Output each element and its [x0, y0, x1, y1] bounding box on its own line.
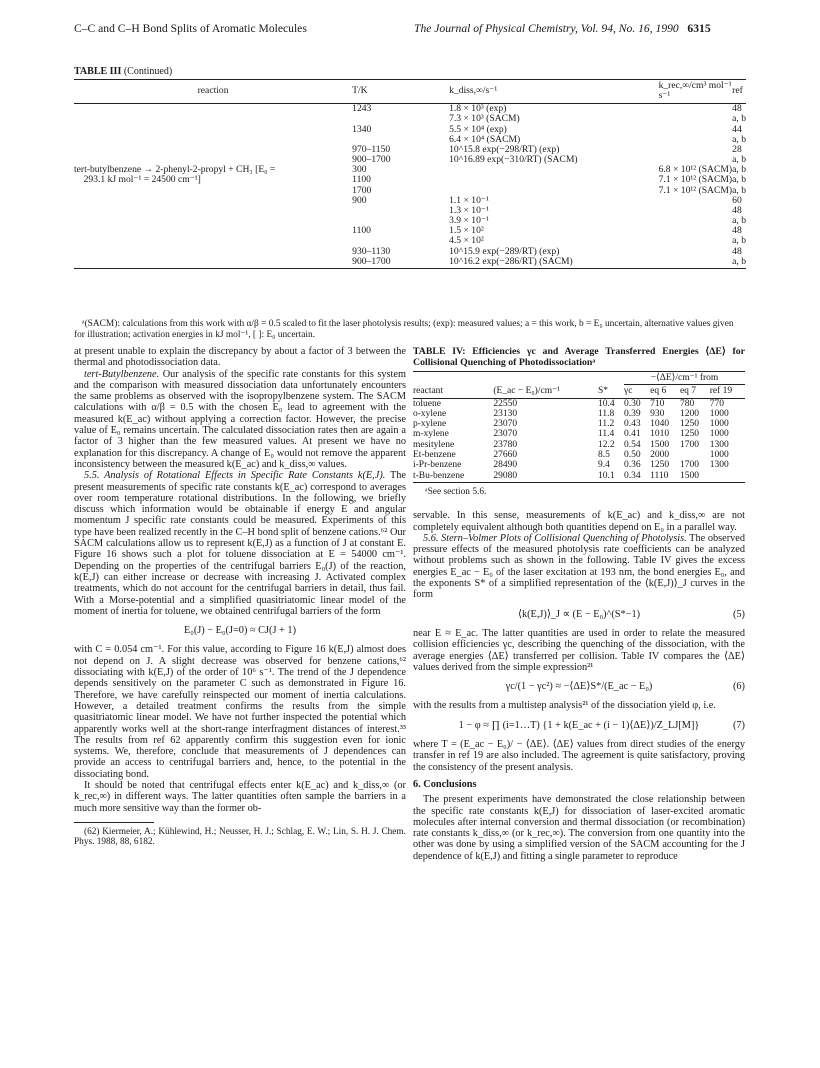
table-cell: 1100 [352, 174, 371, 186]
table-cell: 1010 [650, 429, 670, 440]
table4-group-header-row [413, 372, 745, 385]
table-cell: m-xylene [413, 429, 449, 440]
section-5-5 [74, 470, 406, 617]
table-cell: 7.3 × 10³ (SACM) [449, 113, 520, 125]
table-row [413, 398, 745, 409]
section-heading: 5.5. Analysis of Rotational Effects in Specific Rate Constants k(E,J). [84, 470, 386, 482]
table-cell [74, 206, 352, 216]
table-cell [680, 450, 710, 460]
table4-header-cell: γc [624, 385, 650, 398]
table-row [413, 460, 745, 470]
table-cell: 1000 [709, 429, 729, 440]
table-cell: 0.30 [624, 398, 641, 409]
table-cell: 1700 [679, 460, 699, 471]
table-cell: 23070 [493, 429, 518, 440]
table-cell: 6.8 × 10¹² (SACM) [658, 164, 733, 176]
table-cell: 1.1 × 10⁻¹ [449, 194, 489, 206]
table-cell [659, 145, 733, 155]
running-header-journal [414, 22, 711, 35]
table-cell: 0.54 [624, 439, 641, 450]
equation-text: ⟨k(E,J)⟩_J ∝ (E − E₀)^(S*−1) [517, 608, 641, 620]
table-cell: 9.4 [597, 460, 610, 471]
table-cell: t-Bu-benzene [413, 471, 493, 483]
table-cell: 23070 [493, 419, 518, 430]
table-cell [74, 196, 352, 206]
table-cell: 1500 [650, 439, 670, 450]
table3-header-cell: T/K [352, 80, 449, 104]
table-cell: 27660 [493, 450, 518, 461]
table-cell: 29080 [493, 471, 598, 483]
table-cell: 780 [679, 398, 695, 409]
table-cell: 22550 [493, 398, 518, 409]
table3-header-cell: k_diss,∞/s⁻¹ [449, 80, 658, 104]
table4 [413, 371, 745, 483]
table4-header-cell: ref 19 [710, 385, 745, 398]
table-cell: 8.5 [597, 450, 610, 461]
section-6-heading: 6. Conclusions [413, 778, 477, 790]
equation-text: γc/(1 − γc²) ≈ −⟨ΔE⟩S*/(E_ac − E₀) [505, 681, 653, 693]
table-cell [74, 236, 352, 246]
section-5-6 [413, 533, 745, 601]
table-cell: a, b [732, 255, 746, 267]
table-cell: 0.39 [624, 408, 641, 419]
table-cell: 1300 [709, 460, 729, 471]
table-cell: 10.1 [598, 471, 624, 483]
table-cell: 3.9 × 10⁻¹ [449, 215, 489, 227]
table4-group-header: −⟨ΔE⟩/cm⁻¹ from [624, 372, 745, 385]
table-row [74, 175, 746, 185]
table-cell: 48 [732, 204, 742, 216]
equation-number: (5) [732, 608, 745, 620]
table-cell: 0.50 [624, 450, 641, 461]
table-cell: 1250 [650, 460, 670, 471]
table-row [74, 226, 746, 236]
table-cell [74, 186, 352, 196]
table-row [413, 429, 745, 439]
table-cell [659, 125, 733, 135]
run-in-heading: tert-Butylbenzene. [84, 368, 160, 380]
table-cell: i-Pr-benzene [413, 460, 462, 471]
table-row [74, 216, 746, 226]
table-cell: 10^16.89 exp(−310/RT) (SACM) [449, 154, 578, 166]
table4-header-cell: eq 6 [650, 385, 680, 398]
table-cell: 900 [352, 194, 367, 206]
table-cell: 300 [352, 164, 367, 176]
table-row [74, 206, 746, 216]
section-heading: 5.6. Stern–Volmer Plots of Collisional Quenching of Photolysis. [423, 532, 687, 544]
table-cell: toluene [413, 398, 441, 409]
table-cell [74, 145, 352, 155]
table-row [74, 135, 746, 145]
table-cell: 1200 [679, 408, 699, 419]
table4-header-cell: (E_ac − E₀)/cm⁻¹ [493, 385, 598, 398]
table-cell [449, 165, 658, 175]
table4-header-cell: eq 7 [680, 385, 710, 398]
table-cell: 11.4 [597, 429, 615, 440]
table-cell: 1250 [679, 419, 699, 430]
table-cell: Et-benzene [413, 450, 456, 461]
table-cell: 900–1700 [352, 154, 391, 166]
table3-caption [74, 66, 172, 77]
table3-body [74, 104, 746, 269]
table-cell: 1.3 × 10⁻¹ [449, 204, 489, 216]
table-cell: 5.5 × 10⁴ (exp) [449, 123, 507, 135]
table-row [74, 104, 746, 115]
left-column [74, 346, 406, 848]
paragraph-tert-butylbenzene [74, 369, 406, 471]
paragraph: near E ≈ E_ac. The latter quantities are used in order to relate the measured collision efficiencies γc, describing the quenching of the dissociation, with the average energies ⟨ΔE⟩ transferred per collision. Table IV compares the ⟨ΔE⟩ values derived from the simple expression²¹ [413, 627, 745, 673]
right-column [413, 346, 745, 862]
table3 [74, 79, 746, 269]
paragraph: at present unable to explain the discrepancy by about a factor of 3 between the thermal and photodissociation data. [74, 346, 406, 369]
table-cell: 770 [709, 398, 724, 409]
table-cell [710, 471, 745, 483]
table-cell: p-xylene [413, 419, 447, 430]
table3-header-cell: reaction [74, 80, 352, 104]
table-cell [659, 216, 733, 226]
journal-citation: The Journal of Physical Chemistry, Vol. 94, No. 16, 1990 [414, 22, 679, 35]
table-cell: 48 [732, 103, 742, 115]
table-cell [74, 216, 352, 226]
paragraph: It should be noted that centrifugal effects enter k(E_ac) and k_diss,∞ (or k_rec,∞) in different ways. The latter quantities often sample the barriers in a much more sensitive way than the former ob- [74, 779, 406, 814]
table-cell: 6.4 × 10⁴ (SACM) [449, 133, 521, 145]
table-cell [449, 175, 658, 185]
table-cell: 1100 [352, 225, 371, 237]
table4-header-cell: reactant [413, 385, 493, 398]
table-cell: a, b [732, 113, 746, 125]
table-cell: 7.1 × 10¹² (SACM) [658, 184, 733, 196]
table-cell [659, 226, 733, 236]
table-row [74, 125, 746, 135]
table-cell: 930 [650, 408, 665, 419]
paragraph: The present experiments have demonstrated the close relationship between the specific rate constants k(E,J) for dissociation of laser-excited aromatic molecules after internal conversion and thermal dissociation (or recombination) rate constants k_diss,∞ (or k_rec,∞). The conversion from one quantity into the other was done by using a simplified version of the SACM accounting for the J dependence of k(E,J) and fitting a single parameter to reproduce [413, 794, 745, 862]
table-cell: 1.8 × 10³ (exp) [449, 103, 507, 115]
table-cell [659, 206, 733, 216]
equation-6 [413, 681, 745, 692]
table-cell: 28 [732, 143, 742, 155]
table4-header-row [413, 385, 745, 398]
table-cell: 293.1 kJ mol⁻¹ = 24500 cm⁻¹] [74, 174, 201, 186]
table-cell: 12.2 [597, 439, 615, 450]
table-row [74, 196, 746, 206]
equation-number: (7) [732, 719, 745, 731]
table-cell [352, 206, 449, 216]
equation-7 [413, 720, 745, 731]
table-cell: a, b [732, 235, 746, 247]
table4-body [413, 398, 745, 482]
table-cell: 0.43 [624, 419, 641, 430]
table-row [74, 236, 746, 246]
table-row [74, 186, 746, 196]
table3-footnote: ᵃ(SACM): calculations from this work with α/β = 0.5 scaled to fit the laser photolysis results; (exp): measured values; a = this work, b = E₀ uncertain, alternative values given for illustration; activation energies in kJ mol⁻¹, [ ]: E₀ uncertain. [74, 319, 734, 340]
table-row [413, 440, 745, 450]
table-cell: 1040 [650, 419, 670, 430]
table-cell: 4.5 × 10² [449, 235, 484, 247]
table-cell: 2000 [650, 450, 670, 461]
table-cell: 1000 [709, 450, 729, 461]
table-cell: 48 [732, 245, 742, 257]
table-cell: 900–1700 [352, 257, 449, 269]
table-cell: 1340 [352, 123, 372, 135]
table-cell: 0.34 [624, 471, 650, 483]
table-cell: 1110 [650, 471, 680, 483]
table-cell [659, 114, 733, 124]
table-cell [659, 135, 733, 145]
table-cell: a, b [732, 164, 746, 176]
paragraph-text: The present measurements of specific rate constants k(E_ac) correspond to averages over room temperature rotational distributions. In the following, we briefly discuss which information would be obtainable if energy E and angular momentum J specific rate constants could be measured. Experiments of this type have been realized recently in the C–H bond split of benzene cations.⁶² Our SACM calculations allow us to represent k(E,J) as a function of J at constant E. Figure 16 shows such a plot for toluene dissociation at E = 54000 cm⁻¹. Depending on the properties of the centrifugal barriers E₀(J) of the reaction, k(E,J) can either increase or decrease with increasing J. Activated complex treatments, which do not account for the centrifugal barriers in detail, thus fail. With a Morse-potential and a simplified quasitriatomic linear model of the moment of inertia for toluene, we obtained centrifugal barriers of the form [74, 470, 406, 617]
table-cell [74, 226, 352, 236]
table-cell [74, 257, 352, 269]
table-cell: 1000 [709, 419, 729, 430]
equation-number: (6) [732, 681, 745, 693]
table-row [413, 409, 745, 419]
table-cell: 1700 [679, 439, 699, 450]
table-cell [74, 125, 352, 135]
table-cell: 60 [732, 194, 742, 206]
table-row [74, 114, 746, 124]
table-row [413, 450, 745, 460]
table3-header-row [74, 80, 746, 104]
table-cell [352, 236, 449, 246]
table-row [74, 257, 746, 269]
table-cell [659, 236, 733, 246]
table-row [74, 145, 746, 155]
table-cell: a, b [732, 184, 746, 196]
table-cell [659, 196, 733, 206]
table3-label: TABLE III [74, 66, 122, 77]
table-cell: 23780 [493, 439, 518, 450]
table-cell: 1250 [679, 429, 699, 440]
table3-header-cell: k_rec,∞/cm³ mol⁻¹ s⁻¹ [659, 80, 733, 104]
paragraph-text: The observed pressure effects of the measured photolysis rate coefficients can be analyzed without problems such as shown in the following. Table IV gives the excess energies E_ac − E₀ of the laser excitation at 193 nm, the bond energies E₀, and the exponents S* of a simplified representation of the ⟨k(E,J)⟩_J curves in the form [413, 532, 745, 601]
table-cell: 10.4 [597, 398, 615, 409]
equation-centrifugal-barrier: E₀(J) − E₀(J=0) ≈ CJ(J + 1) [183, 625, 297, 637]
table-cell: 970–1150 [352, 143, 391, 155]
table-row [413, 471, 745, 483]
running-header-title: C–C and C–H Bond Splits of Aromatic Molecules [74, 22, 307, 35]
table-cell: 10^16.2 exp(−286/RT) (SACM) [449, 257, 658, 269]
table-cell [659, 104, 733, 115]
table-cell: 23130 [493, 408, 518, 419]
table-cell: a, b [732, 133, 746, 145]
table-cell: a, b [732, 174, 746, 186]
table4-header-cell: S* [598, 385, 624, 398]
table-cell: 10^15.8 exp(−298/RT) (exp) [449, 143, 560, 155]
reference-62: (62) Kiermeier, A.; Kühlewind, H.; Neusser, H. J.; Schlag, E. W.; Lin, S. H. J. Chem. Phys. 1988, 88, 6182. [74, 826, 406, 848]
equation-text: 1 − φ ≈ ∏ (i=1…T) {1 + k(E_ac + (i − 1)⟨ΔE⟩)/Z_LJ[M]} [458, 719, 700, 731]
table-cell: 0.36 [624, 460, 641, 471]
table-cell [74, 247, 352, 257]
table-cell: 48 [732, 225, 742, 237]
table-cell: 28490 [493, 460, 518, 471]
table-cell: 1.5 × 10² [449, 225, 484, 237]
page-number: 6315 [687, 22, 711, 35]
table-cell: 1300 [709, 439, 729, 450]
paragraph-text: Our analysis of the specific rate constants for this system and the comparison with measured dissociation data unfortunately encounters the same problems as observed with the isopropylbenzene system. The SACM calculations with α/β = 0.5 with the chosen E₀ lead to agreement with the measured k(E_ac) without applying a correction factor. However, the precise value of E₀ remains uncertain. The calculated dissociation rates then are again a factor of 3 higher than the few measured values. At present we have no explanation for this discrepancy. A change of E₀ would not remove the apparent inconsistency between the measured k(E_ac) and k_diss,∞ values. [74, 368, 406, 470]
table-cell: 44 [732, 123, 742, 135]
table-cell: 7.1 × 10¹² (SACM) [658, 174, 733, 186]
table-cell: tert-butylbenzene → 2-phenyl-2-propyl + CH₃ [E₀ = [74, 164, 276, 176]
table-row [74, 247, 746, 257]
table-cell: a, b [732, 215, 746, 227]
table-row [413, 419, 745, 429]
paragraph: where T = (E_ac − E₀)/ − ⟨ΔE⟩. ⟨ΔE⟩ values from direct studies of the energy transfer in ref 19 are also included. The agreement is quite satisfactory, proving the consistency of the present analysis. [413, 739, 745, 773]
table4-footnote: ᵃSee section 5.6. [425, 486, 487, 497]
table-cell [74, 114, 352, 124]
table-cell: 0.41 [624, 429, 641, 440]
table-cell: o-xylene [413, 408, 447, 419]
table3-header-cell: ref [732, 80, 746, 104]
table-cell: 930–1130 [352, 245, 391, 257]
table-cell [659, 247, 733, 257]
table-cell: 11.8 [597, 408, 615, 419]
equation-5 [413, 609, 745, 620]
paragraph: with C = 0.054 cm⁻¹. For this value, according to Figure 16 k(E,J) almost does not depend on J. A slight decrease was observed for benzene cations,⁶² dissociating with k(E,J) of the order of 10⁶ s⁻¹. The trend of the J dependence depends sensitively on the parameter C such as demonstrated in Figure 16. Therefore, we have carefully reinspected our moment of inertia calculations. However, a detailed treatment confirms the results from the simple quasitriatomic linear model. We have not further inspected the potential which apparently works well at the short-range interfragment distances of interest.³³ The results from ref 62 apparently confirm this suggestion even for ionic systems. We, therefore, conclude that measurements of J dependences can provide an access to centrifugal barriers and, hence, to the potential in the dissociating bond. [74, 644, 406, 780]
table-cell: mesitylene [413, 439, 455, 450]
table-cell: 1000 [709, 408, 729, 419]
table-cell: 1500 [680, 471, 710, 483]
table4-caption: TABLE IV: Efficiencies γc and Average Transferred Energies ⟨ΔE⟩ for Collisional Quenching of Photodissociationᵃ [413, 346, 745, 368]
table-cell: 10^15.9 exp(−289/RT) (exp) [449, 245, 560, 257]
paragraph: with the results from a multistep analysis²¹ of the dissociation yield φ, i.e. [413, 700, 716, 712]
table-cell [659, 257, 733, 269]
table-cell: a, b [732, 154, 746, 166]
table3-continued: (Continued) [123, 66, 173, 77]
table-cell: 1243 [352, 103, 372, 115]
footnote-rule [74, 822, 154, 823]
table-cell: 11.2 [597, 419, 615, 430]
paragraph: servable. In this sense, measurements of k(E_ac) and k_diss,∞ are not completely equivalent although both quantities depend on E₀ in a parallel way. [413, 510, 745, 533]
table-cell [74, 135, 352, 145]
table-cell [74, 104, 352, 115]
table-cell: 710 [650, 398, 665, 409]
table-cell: 1700 [352, 184, 372, 196]
